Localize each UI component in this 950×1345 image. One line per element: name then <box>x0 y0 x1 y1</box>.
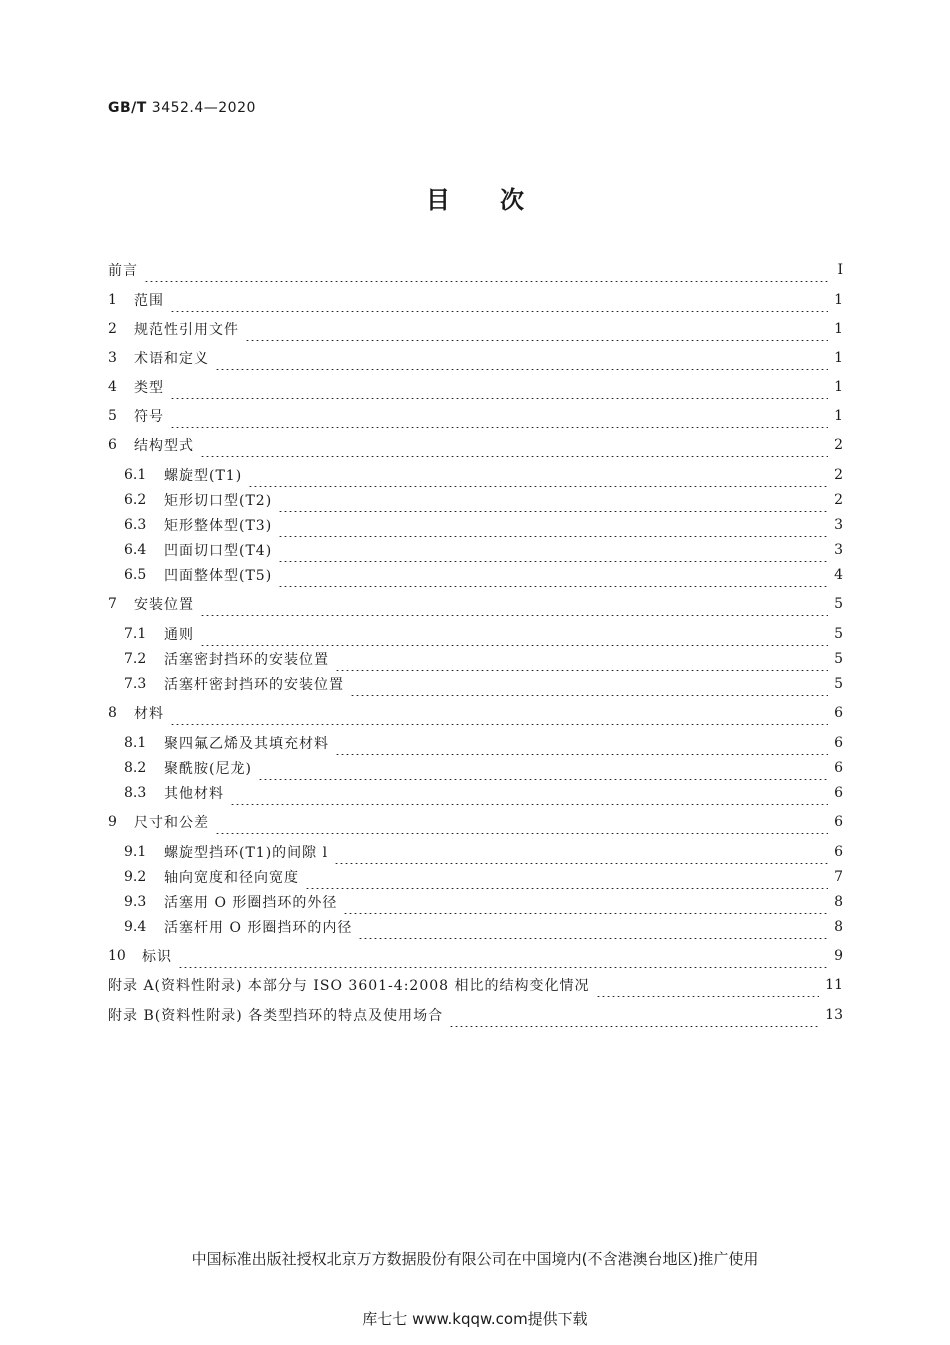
toc-entry-page: 3 <box>834 517 843 533</box>
dot-leader <box>215 810 828 834</box>
toc-entry-page: 1 <box>834 350 843 366</box>
dot-leader <box>200 433 828 457</box>
dot-leader <box>335 647 828 671</box>
toc-entry[interactable] <box>108 563 843 587</box>
toc-entry[interactable] <box>108 317 843 341</box>
toc-entry[interactable] <box>108 375 843 399</box>
toc-entry-number: 9 <box>108 814 117 830</box>
toc-entry-label: 规范性引用文件 <box>134 322 239 338</box>
dot-leader <box>449 1003 819 1027</box>
toc-entry-page: Ⅰ <box>837 262 843 278</box>
dot-leader <box>178 944 828 968</box>
toc-entry-label: 通则 <box>164 627 194 643</box>
toc-entry-number: 1 <box>108 292 117 308</box>
dot-leader <box>334 840 828 864</box>
toc-entry-label: 聚酰胺(尼龙) <box>164 761 252 777</box>
toc-entry-page: 7 <box>834 869 843 885</box>
toc-entry[interactable] <box>108 701 843 725</box>
toc-entry-number: 8.3 <box>124 785 147 801</box>
toc-entry[interactable] <box>108 840 843 864</box>
toc-entry-page: 1 <box>834 321 843 337</box>
dot-leader <box>170 404 828 428</box>
toc-entry-number: 8 <box>108 705 117 721</box>
toc-entry-page: 3 <box>834 542 843 558</box>
standard-code <box>108 100 256 116</box>
toc-entry-number: 9.1 <box>124 844 147 860</box>
toc-entry-number: 5 <box>108 408 117 424</box>
dot-leader <box>170 701 828 725</box>
toc-entry-label: 尺寸和公差 <box>134 815 209 831</box>
toc-entry[interactable] <box>108 1003 843 1027</box>
toc-entry-number: 9.2 <box>124 869 147 885</box>
dot-leader <box>278 488 828 512</box>
toc-entry-page: 11 <box>825 977 843 993</box>
toc-entry-page: 5 <box>834 596 843 612</box>
toc-entry[interactable] <box>108 433 843 457</box>
toc-entry-number: 10 <box>108 948 126 964</box>
dot-leader <box>278 563 828 587</box>
toc-entry[interactable] <box>108 944 843 968</box>
toc-entry-number: 7.1 <box>124 626 147 642</box>
toc-entry[interactable] <box>108 592 843 616</box>
toc-entry-page: 8 <box>834 919 843 935</box>
toc-entry-number: 6.3 <box>124 517 147 533</box>
dot-leader <box>248 463 828 487</box>
toc-entry-page: 6 <box>834 735 843 751</box>
toc-entry-label: 范围 <box>134 293 164 309</box>
standard-number: 3452.4—2020 <box>151 100 256 116</box>
toc-entry-number: 8.2 <box>124 760 147 776</box>
toc-entry-label: 矩形切口型(T2) <box>164 493 273 509</box>
toc-entry-page: 6 <box>834 844 843 860</box>
toc-entry[interactable] <box>108 622 843 646</box>
dot-leader <box>305 865 828 889</box>
dot-leader <box>200 622 828 646</box>
toc-entry-label: 前言 <box>108 263 138 279</box>
toc-entry-label: 矩形整体型(T3) <box>164 518 273 534</box>
toc-entry-page: 5 <box>834 676 843 692</box>
toc-entry-label: 聚四氟乙烯及其填充材料 <box>164 736 329 752</box>
toc-entry-label: 活塞杆用 O 形圈挡环的内径 <box>164 920 353 936</box>
dot-leader <box>170 288 828 312</box>
toc-entry-label: 活塞密封挡环的安装位置 <box>164 652 329 668</box>
dot-leader <box>358 915 828 939</box>
toc-entry[interactable] <box>108 781 843 805</box>
toc-entry-number: 9.4 <box>124 919 147 935</box>
toc-entry-page: 2 <box>834 467 843 483</box>
toc-entry-label: 轴向宽度和径向宽度 <box>164 870 299 886</box>
toc-entry-page: 2 <box>834 437 843 453</box>
toc-entry-page: 6 <box>834 785 843 801</box>
toc-entry-label: 术语和定义 <box>134 351 209 367</box>
toc-entry-page: 9 <box>834 948 843 964</box>
toc-entry-page: 6 <box>834 705 843 721</box>
toc-entry-label: 标识 <box>142 949 172 965</box>
toc-entry-page: 1 <box>834 408 843 424</box>
toc-entry-number: 3 <box>108 350 117 366</box>
toc-entry-number: 6.1 <box>124 467 147 483</box>
toc-entry-number: 4 <box>108 379 117 395</box>
dot-leader <box>278 538 828 562</box>
toc-entry-label: 类型 <box>134 380 164 396</box>
toc-entry[interactable] <box>108 538 843 562</box>
toc-entry[interactable] <box>108 810 843 834</box>
toc-entry-page: 13 <box>825 1007 843 1023</box>
toc-entry-label: 材料 <box>134 706 164 722</box>
toc-entry-page: 4 <box>834 567 843 583</box>
toc-entry-label: 安装位置 <box>134 597 194 613</box>
toc-entry-number: 6.4 <box>124 542 147 558</box>
toc-entry-number: 8.1 <box>124 735 147 751</box>
toc-entry-page: 5 <box>834 651 843 667</box>
dot-leader <box>245 317 828 341</box>
download-source: 库七七 www.kqqw.com提供下载 <box>362 1310 588 1328</box>
toc-entry-page: 1 <box>834 292 843 308</box>
toc-entry-label: 结构型式 <box>134 438 194 454</box>
toc-entry-label: 螺旋型挡环(T1)的间隙 l <box>164 845 329 861</box>
toc-entry-number: 2 <box>108 321 117 337</box>
toc-entry[interactable] <box>108 258 843 282</box>
toc-entry-page: 1 <box>834 379 843 395</box>
dot-leader <box>215 346 828 370</box>
toc-entry-number: 7.2 <box>124 651 147 667</box>
toc-entry[interactable] <box>108 915 843 939</box>
dot-leader <box>230 781 828 805</box>
toc-entry-number: 6.5 <box>124 567 147 583</box>
toc-entry-label: 凹面切口型(T4) <box>164 543 273 559</box>
toc-entry-page: 5 <box>834 626 843 642</box>
dot-leader <box>258 756 828 780</box>
toc-entry[interactable] <box>108 463 843 487</box>
toc-entry-label: 活塞用 O 形圈挡环的外径 <box>164 895 338 911</box>
toc-entry[interactable] <box>108 973 843 997</box>
dot-leader <box>170 375 828 399</box>
page-title: 目次 <box>426 185 574 214</box>
toc-entry[interactable] <box>108 488 843 512</box>
toc-entry[interactable] <box>108 731 843 755</box>
toc-entry-label: 符号 <box>134 409 164 425</box>
dot-leader <box>200 592 828 616</box>
toc-entry[interactable] <box>108 890 843 914</box>
dot-leader <box>335 731 828 755</box>
toc-entry-number: 9.3 <box>124 894 147 910</box>
toc-entry[interactable] <box>108 756 843 780</box>
toc-entry[interactable] <box>108 346 843 370</box>
toc-entry-number: 6 <box>108 437 117 453</box>
toc-entry-label: 螺旋型(T1) <box>164 468 243 484</box>
toc-entry-label: 附录 A(资料性附录) 本部分与 ISO 3601-4:2008 相比的结构变化情况 <box>108 978 590 994</box>
dot-leader <box>350 672 828 696</box>
toc-entry-page: 6 <box>834 814 843 830</box>
standard-prefix: GB/T <box>108 100 147 116</box>
dot-leader <box>343 890 828 914</box>
toc-entry-page: 8 <box>834 894 843 910</box>
toc-entry[interactable] <box>108 647 843 671</box>
toc-entry[interactable] <box>108 513 843 537</box>
license-notice: 中国标准出版社授权北京万方数据股份有限公司在中国境内(不含港澳台地区)推广使用 <box>191 1250 759 1268</box>
toc-entry-label: 凹面整体型(T5) <box>164 568 273 584</box>
dot-leader <box>278 513 828 537</box>
toc-entry[interactable] <box>108 865 843 889</box>
toc-entry-label: 活塞杆密封挡环的安装位置 <box>164 677 344 693</box>
toc-entry-page: 2 <box>834 492 843 508</box>
toc-entry[interactable] <box>108 288 843 312</box>
toc-entry-number: 7 <box>108 596 117 612</box>
dot-leader <box>144 258 829 282</box>
toc-entry-number: 6.2 <box>124 492 147 508</box>
toc-entry-label: 其他材料 <box>164 786 224 802</box>
toc-entry-label: 附录 B(资料性附录) 各类型挡环的特点及使用场合 <box>108 1008 444 1024</box>
toc-entry-number: 7.3 <box>124 676 147 692</box>
toc-entry[interactable] <box>108 404 843 428</box>
dot-leader <box>596 973 820 997</box>
toc-entry[interactable] <box>108 672 843 696</box>
toc-entry-page: 6 <box>834 760 843 776</box>
